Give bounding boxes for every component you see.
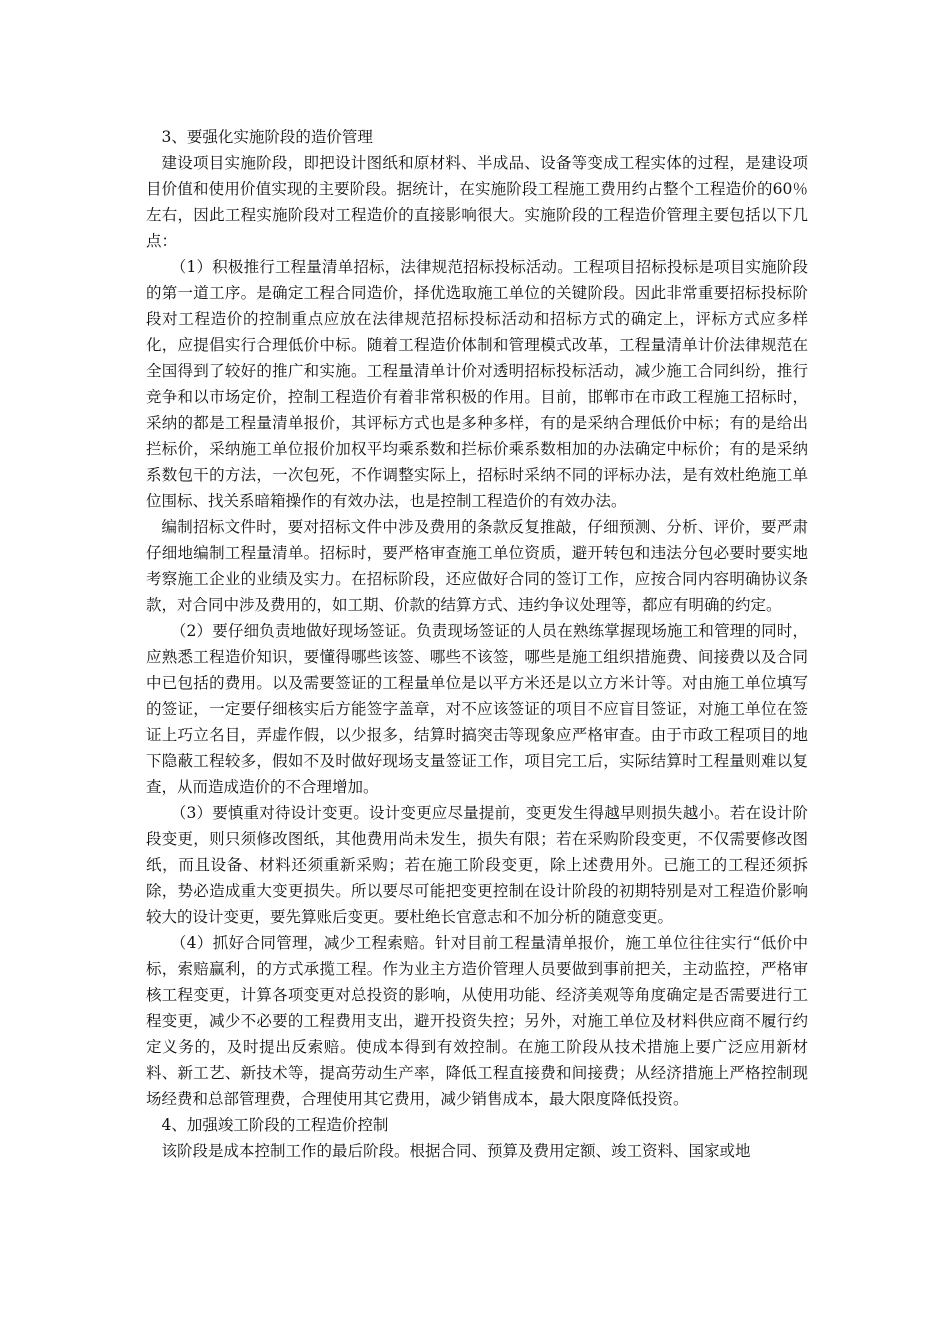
paragraph-completion-stage: 该阶段是成本控制工作的最后阶段。根据合同、预算及费用定额、竣工资料、国家或地 — [161, 1142, 751, 1160]
section-heading-3: 3、要强化实施阶段的造价管理 — [161, 128, 373, 146]
paragraph-item-2-site-visa: （2）要仔细负责地做好现场签证。负责现场签证的人员在熟练掌握现场施工和管理的同时，应熟悉工程造价知识，要懂得哪些该签、哪些不该签，哪些是施工组织措施费、间接费以及合同中已包括的费用。以及需要签证的工程量单位是以平方米还是以立方米计等。对由施工单位填写的签证，一定要仔细核实后方能签字盖章，对不应该签证的项目不应盲目签证，对施工单位在签证上巧立名目，弄虚作假，以少报多，结算时搞突击等现象应严格审查。由于市政工程项目的地下隐蔽工程较多，假如不及时做好现场支量签证工作，项目完工后，实际结算时工程量则难以复查，从而造成造价的不合理增加。 — [146, 622, 808, 796]
paragraph-bid-documents: 编制招标文件时，要对招标文件中涉及费用的条款反复推敲，仔细预测、分析、评价，要严肃仔细地编制工程量清单。招标时，要严格审查施工单位资质，避开转包和违法分包必要时要实地考察施工企业的业绩及实力。在招标阶段，还应做好合同的签订工作，应按合同内容明确协议条款，对合同中涉及费用的，如工期、价款的结算方式、违约争议处理等，都应有明确的约定。 — [146, 518, 808, 614]
paragraph-item-3-design-change: （3）要慎重对待设计变更。设计变更应尽量提前，变更发生得越早则损失越小。若在设计阶段变更，则只须修改图纸，其他费用尚未发生，损失有限；若在采购阶段变更，不仅需要修改图纸，而且设备、材料还须重新采购；若在施工阶段变更，除上述费用外。已施工的工程还须拆除，势必造成重大变更损失。所以要尽可能把变更控制在设计阶段的初期特别是对工程造价影响较大的设计变更，要先算账后变更。要杜绝长官意志和不加分析的随意变更。 — [146, 804, 808, 926]
paragraph-item-1-bidding: （1）积极推行工程量清单招标，法律规范招标投标活动。工程项目招标投标是项目实施阶段的第一道工序。是确定工程合同造价，择优选取施工单位的关键阶段。因此非常重要招标投标阶段对工程造价的控制重点应放在法律规范招标投标活动和招标方式的确定上，评标方式应多样化，应提倡实行合理低价中标。随着工程造价体制和管理模式改革，工程量清单计价法律规范在全国得到了较好的推广和实施。工程量清单计价对透明招标投标活动，减少施工合同纠纷，推行竞争和以市场定价，控制工程造价有着非常积极的作用。目前，邯郸市在市政工程施工招标时，采纳的都是工程量清单报价，其评标方式也是多种多样，有的是采纳合理低价中标；有的是给出拦标价，采纳施工单位报价加权平均乘系数和拦标价乘系数相加的办法确定中标价；有的是采纳系数包干的方法，一次包死，不作调整实际上，招标时采纳不同的评标办法，是有效杜绝施工单位围标、找关系暗箱操作的有效办法，也是控制工程造价的有效办法。 — [146, 258, 808, 510]
paragraph-implementation-intro: 建设项目实施阶段，即把设计图纸和原材料、半成品、设备等变成工程实体的过程，是建设项目价值和使用价值实现的主要阶段。据统计，在实施阶段工程施工费用约占整个工程造价的60％左右，因此工程实施阶段对工程造价的直接影响很大。实施阶段的工程造价管理主要包括以下几点： — [146, 154, 808, 250]
section-heading-4: 4、加强竣工阶段的工程造价控制 — [161, 1116, 389, 1134]
document-body — [146, 124, 808, 1164]
paragraph-item-4-contract: （4）抓好合同管理，减少工程索赔。针对目前工程量清单报价，施工单位往往实行“低价中标，索赔赢利，的方式承揽工程。作为业主方造价管理人员要做到事前把关，主动监控，严格审核工程变更，计算各项变更对总投资的影响，从使用功能、经济美观等角度确定是否需要进行工程变更，减少不必要的工程费用支出，避开投资失控；另外，对施工单位及材料供应商不履行约定义务的，及时提出反索赔。使成本得到有效控制。在施工阶段从技术措施上要广泛应用新材料、新工艺、新技术等，提高劳动生产率，降低工程直接费和间接费；从经济措施上严格控制现场经费和总部管理费，合理使用其它费用，减少销售成本，最大限度降低投资。 — [146, 934, 808, 1108]
